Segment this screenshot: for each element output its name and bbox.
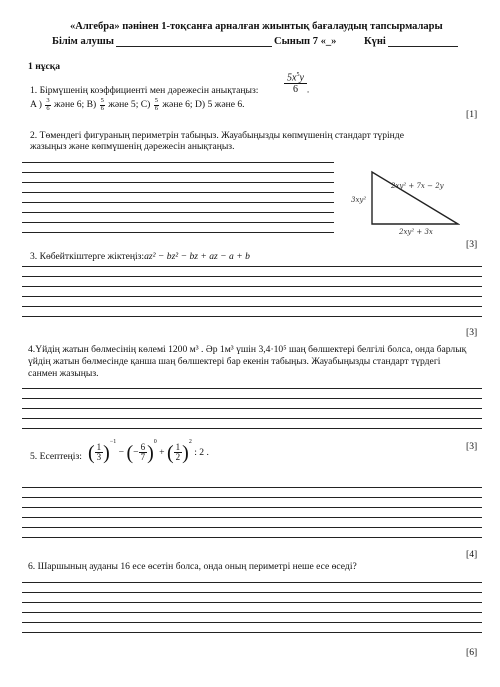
q1-expression: $\frac{5x^5y}{6}$ . [284, 72, 309, 95]
right-triangle-figure [370, 170, 460, 226]
answer-line [22, 212, 334, 213]
answer-line [22, 592, 482, 593]
q2-text-line1: 2. Төмендегі фигураның периметрін табыңыз. Жауабыңызды көпмүшенің стандарт түрінде [30, 130, 404, 141]
q2-text-line2: жазыңыз және көпмүшенің дәрежесін анықтаңыз. [30, 141, 235, 152]
answer-line [22, 527, 482, 528]
triangle-side-left: 3xy² [351, 196, 367, 204]
day-blank [388, 46, 458, 47]
grade-label: Сынып 7 «_» [274, 36, 337, 47]
answer-line [22, 222, 334, 223]
answer-line [22, 182, 334, 183]
q5-text: 5. Есептеңіз: [30, 451, 82, 462]
answer-line [22, 602, 482, 603]
answer-line [22, 276, 482, 277]
answer-line [22, 418, 482, 419]
triangle-side-hypotenuse: 2xy² + 7x − 2y [391, 182, 444, 190]
answer-line [22, 612, 482, 613]
answer-line [22, 296, 482, 297]
triangle-side-bottom: 2xy² + 3x [399, 228, 433, 236]
answer-line [22, 408, 482, 409]
answer-line [22, 306, 482, 307]
q4-mark: [3] [466, 441, 478, 452]
answer-line [22, 507, 482, 508]
q1-text: 1. Бірмүшенің коэффициенті мен дәрежесін анықтаңыз: [30, 85, 259, 96]
answer-line [22, 582, 482, 583]
q1-options: A ) $\frac{3}{6}$ және 6; B) $\frac{5}{6}$ және 5; C) $\frac{5}{6}$ және 6; D) 5 және 6. [30, 97, 245, 112]
answer-line [22, 428, 482, 429]
answer-line [22, 487, 482, 488]
answer-line [22, 266, 482, 267]
q4-text-line2: үйдің жатын бөлмесінде қанша шаң бөлшектері бар екенін табыңыз. Жауабыңызды стандарт түрдегі [28, 356, 441, 367]
q4-text-line1: 4.Үйдің жатын бөлмесінің көлемі 1200 м³ . Әр 1м³ үшін 3,4·10⁵ шаң бөлшектері белгілі болса, онда барлық [28, 344, 467, 355]
answer-line [22, 497, 482, 498]
q5-expression: ( $\frac{1}{3}$ )$^{-1}$ − (− $\frac{6}{7}$ )$^0$ + ( $\frac{1}{2}$ )$^2$ : 2 . [88, 439, 209, 464]
q6-mark: [6] [466, 647, 478, 658]
answer-line [22, 517, 482, 518]
answer-line [22, 232, 334, 233]
answer-line [22, 622, 482, 623]
answer-line [22, 632, 482, 633]
q3-mark: [3] [466, 327, 478, 338]
variant-label: 1 нұсқа [28, 61, 61, 72]
answer-line [22, 202, 334, 203]
answer-line [22, 192, 334, 193]
q2-mark: [3] [466, 239, 478, 250]
answer-line [22, 388, 482, 389]
student-label: Білім алушы [52, 36, 114, 47]
answer-line [22, 286, 482, 287]
answer-line [22, 398, 482, 399]
day-label: Күні [364, 36, 386, 47]
q5-mark: [4] [466, 549, 478, 560]
q6-text: 6. Шаршының ауданы 16 есе өсетін болса, онда оның периметрі неше есе өседі? [28, 561, 357, 572]
answer-line [22, 537, 482, 538]
q4-text-line3: санмен жазыңыз. [28, 368, 99, 379]
q3-text: 3. Көбейткіштерге жіктеңіз:az² − bz² − bz + az − a + b [30, 251, 250, 262]
answer-line [22, 316, 482, 317]
q1-mark: [1] [466, 109, 478, 120]
student-name-blank [116, 46, 272, 47]
answer-line [22, 162, 334, 163]
worksheet-title: «Алгебра» пәнінен 1-тоқсанға арналған жиынтық бағалаудың тапсырмалары [70, 21, 443, 32]
answer-line [22, 172, 334, 173]
